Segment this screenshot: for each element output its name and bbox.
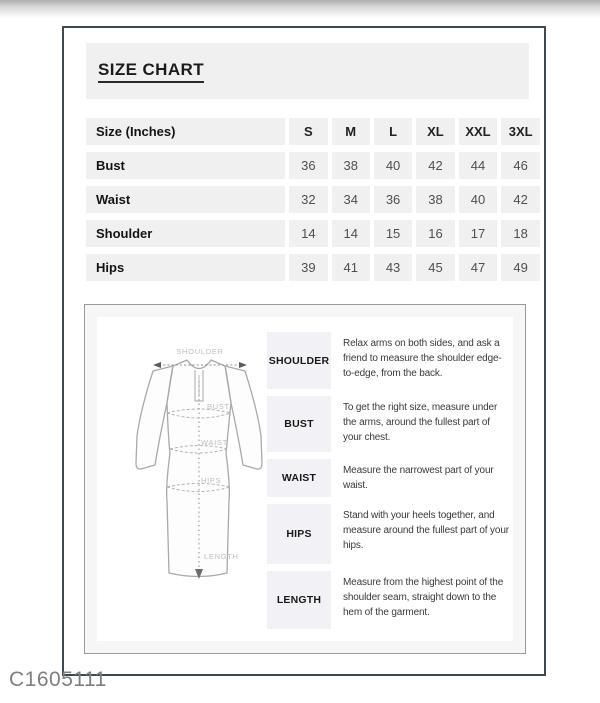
measure-description: Relax arms on both sides, and ask a friend to measure the shoulder edge-to-edge, from the back. xyxy=(343,338,502,379)
size-table-header-row xyxy=(86,118,540,145)
row-label: Hips xyxy=(86,254,285,281)
cell-value: 18 xyxy=(501,220,540,247)
measure-row-bust xyxy=(267,396,511,452)
size-table xyxy=(82,111,544,288)
cell-value: 17 xyxy=(459,220,498,247)
diagram-label-shoulder: SHOULDER xyxy=(176,347,224,356)
cell-value: 14 xyxy=(332,220,370,247)
measure-description: Measure from the highest point of the shoulder seam, straight down to the hem of the garment. xyxy=(343,577,504,618)
cell-value: 42 xyxy=(416,152,454,179)
measure-label: SHOULDER xyxy=(267,332,331,389)
size-column-l: L xyxy=(374,118,412,145)
cell-value: 47 xyxy=(459,254,498,281)
table-row-shoulder xyxy=(86,220,540,247)
cell-value: 38 xyxy=(332,152,370,179)
chart-frame xyxy=(62,26,546,676)
measure-row-hips xyxy=(267,504,511,564)
page-title: SIZE CHART xyxy=(98,60,204,83)
cell-value: 40 xyxy=(374,152,412,179)
size-column-s: S xyxy=(289,118,327,145)
row-label: Shoulder xyxy=(86,220,285,247)
table-row-bust xyxy=(86,152,540,179)
row-label: Waist xyxy=(86,186,285,213)
cell-value: 41 xyxy=(332,254,370,281)
measure-row-shoulder xyxy=(267,332,511,389)
table-row-hips xyxy=(86,254,540,281)
size-column-xxl: XXL xyxy=(459,118,498,145)
cell-value: 15 xyxy=(374,220,412,247)
size-column-3xl: 3XL xyxy=(501,118,540,145)
cell-value: 39 xyxy=(289,254,327,281)
measure-description: To get the right size, measure under the arms, around the fullest part of your chest. xyxy=(343,402,498,443)
measure-description: Stand with your heels together, and measure around the fullest part of your hips. xyxy=(343,510,509,551)
measure-row-length xyxy=(267,571,511,629)
size-table-header-label: Size (Inches) xyxy=(86,118,285,145)
title-strip xyxy=(86,43,529,99)
measure-description: Measure the narrowest part of your waist. xyxy=(343,465,494,491)
size-column-m: M xyxy=(332,118,370,145)
measure-label: HIPS xyxy=(267,504,331,564)
cell-value: 43 xyxy=(374,254,412,281)
cell-value: 36 xyxy=(289,152,327,179)
measure-label: BUST xyxy=(267,396,331,452)
measurement-guide-box xyxy=(84,304,526,654)
cell-value: 32 xyxy=(289,186,327,213)
cell-value: 14 xyxy=(289,220,327,247)
table-row-waist xyxy=(86,186,540,213)
diagram-label-waist: WAIST xyxy=(201,438,228,447)
cell-value: 42 xyxy=(501,186,540,213)
diagram-label-length: LENGTH xyxy=(204,552,239,561)
garment-sketch xyxy=(123,341,273,591)
measure-label: WAIST xyxy=(267,459,331,497)
measurement-instructions xyxy=(267,332,511,629)
measurement-guide-panel xyxy=(97,317,513,641)
size-column-xl: XL xyxy=(416,118,454,145)
cell-value: 49 xyxy=(501,254,540,281)
cell-value: 36 xyxy=(374,186,412,213)
cell-value: 16 xyxy=(416,220,454,247)
diagram-label-bust: BUST xyxy=(207,402,230,411)
cell-value: 45 xyxy=(416,254,454,281)
cell-value: 34 xyxy=(332,186,370,213)
cell-value: 44 xyxy=(459,152,498,179)
product-code: C1605111 xyxy=(9,668,107,691)
measure-row-waist xyxy=(267,459,511,497)
cell-value: 38 xyxy=(416,186,454,213)
measure-label: LENGTH xyxy=(267,571,331,629)
row-label: Bust xyxy=(86,152,285,179)
diagram-label-hips: HIPS xyxy=(201,476,222,485)
cell-value: 46 xyxy=(501,152,540,179)
top-gradient-band xyxy=(0,0,600,18)
cell-value: 40 xyxy=(459,186,498,213)
